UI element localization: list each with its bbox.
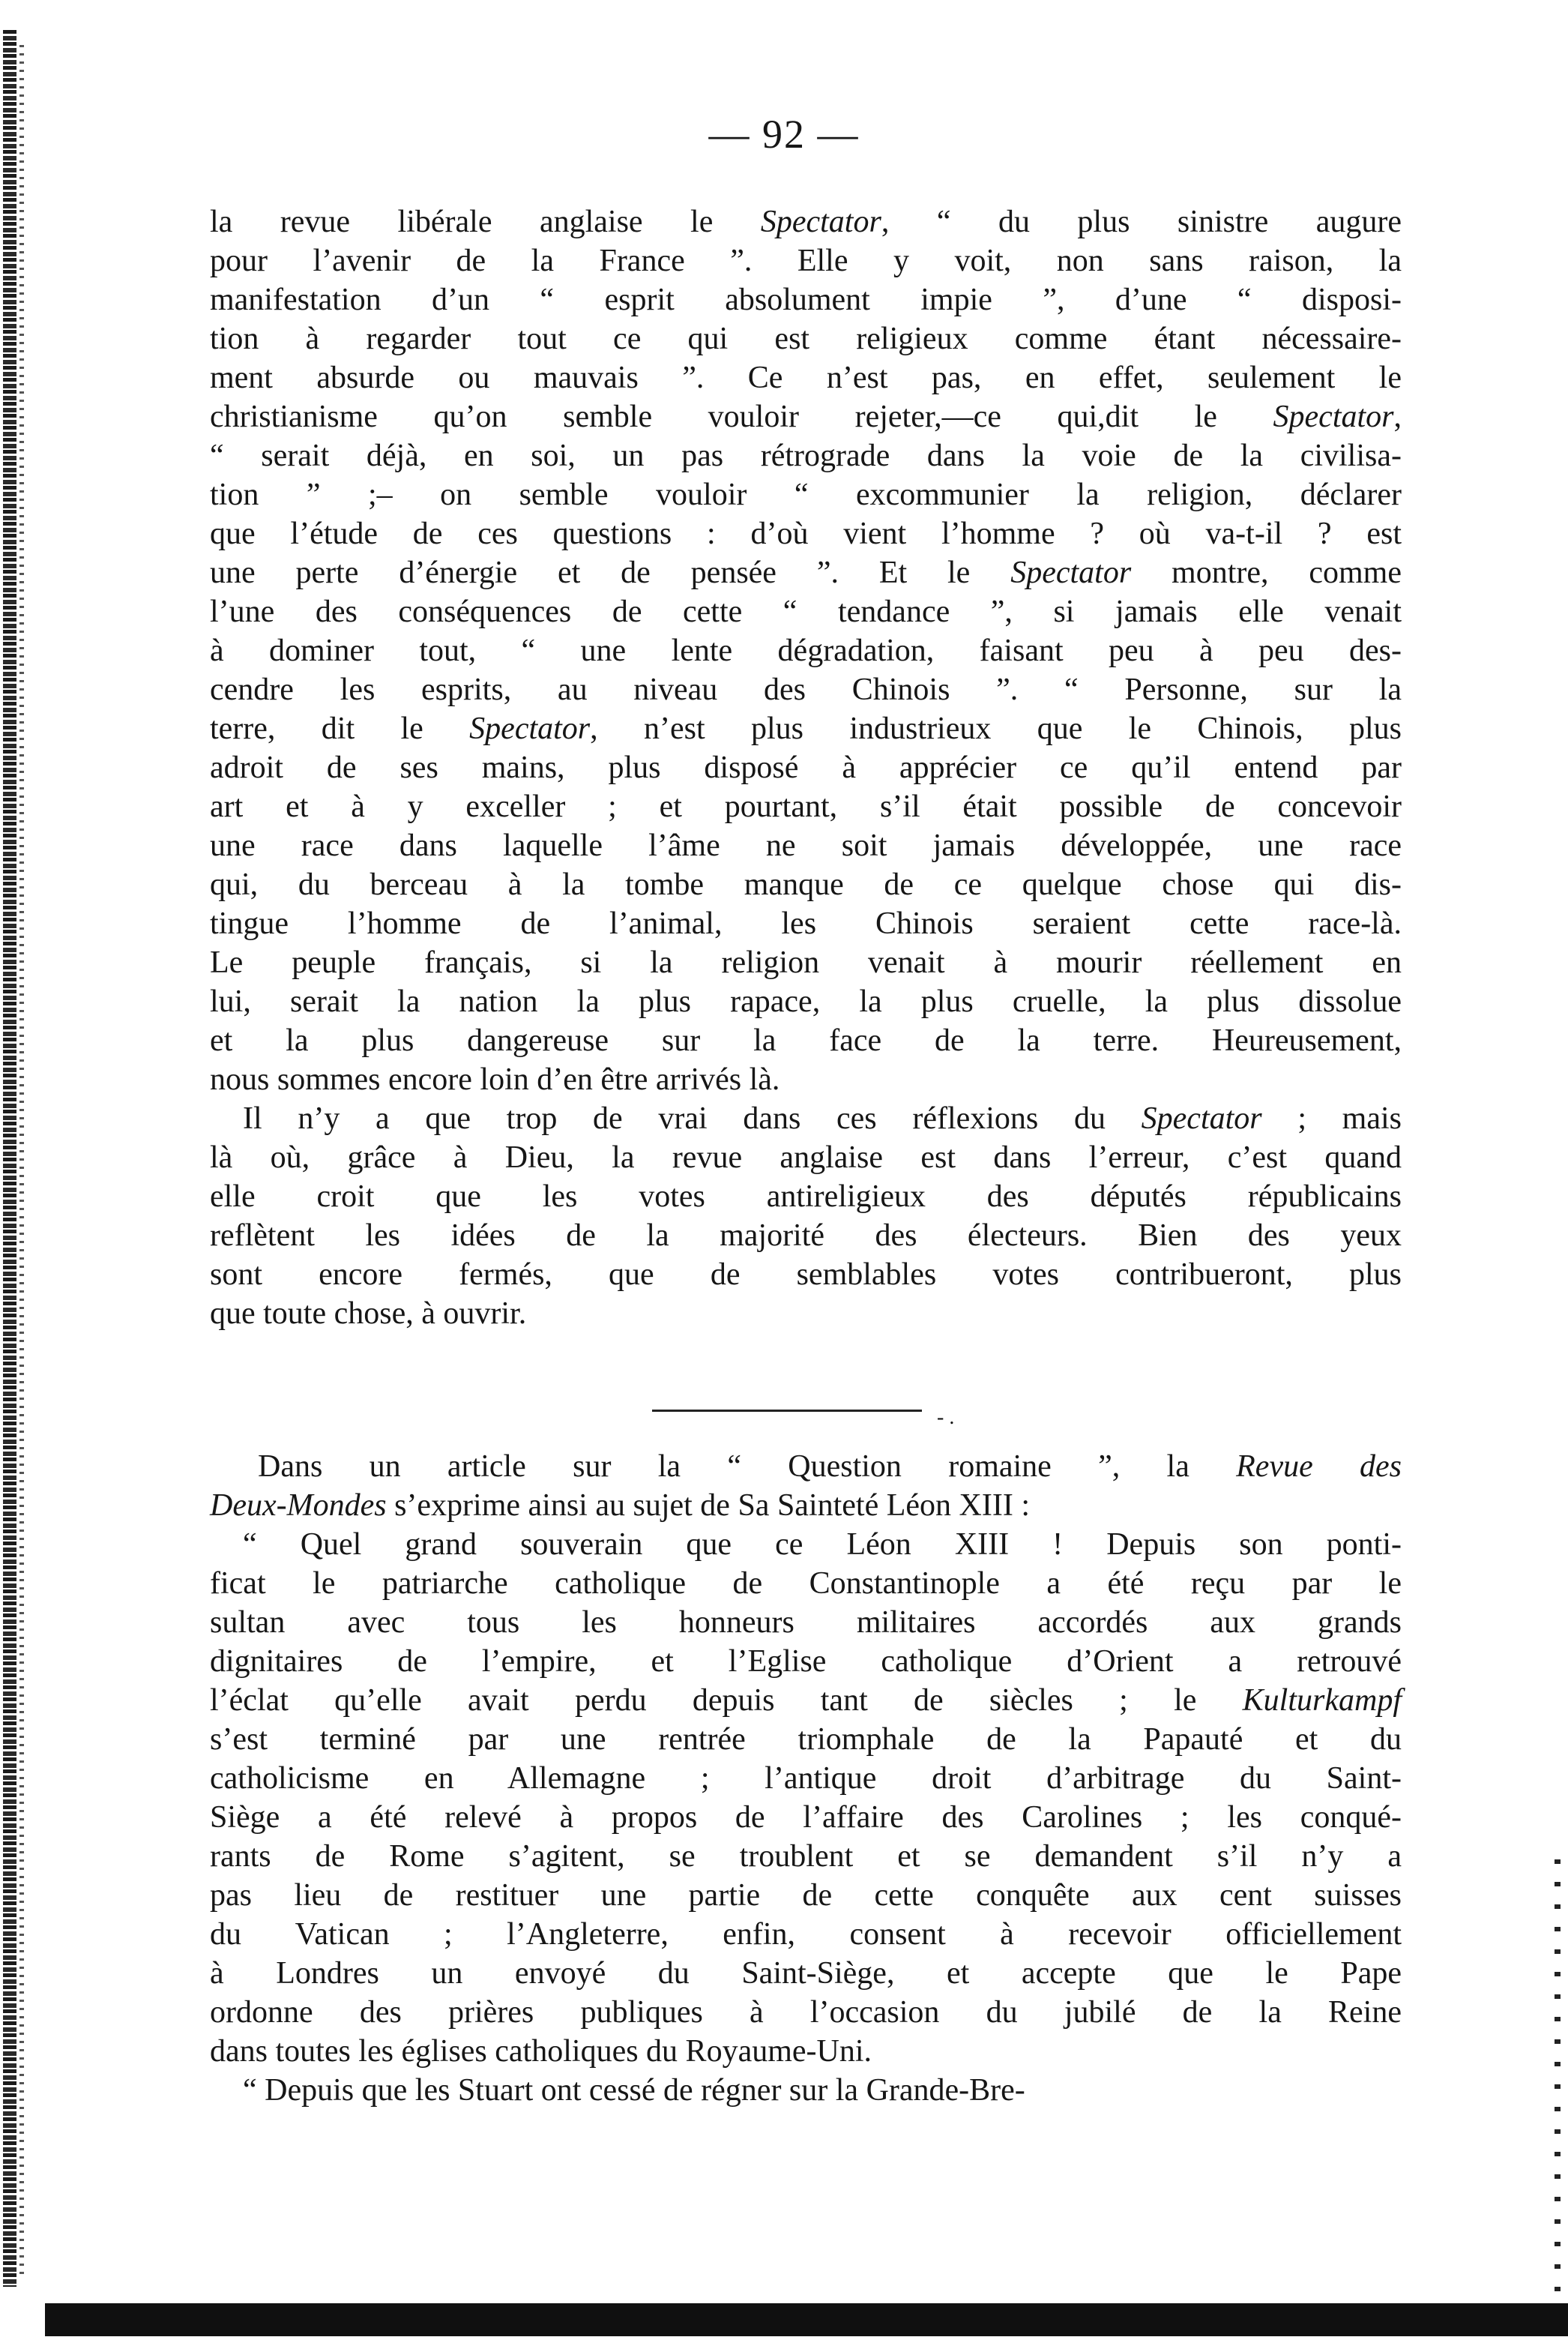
text-line: la revue libérale anglaise le Spectator, “ du plus sinistre augure [210, 205, 1402, 239]
text-line: rants de Rome s’agitent, se troublent et se demandent s’il n’y a [210, 1839, 1402, 1874]
paragraph-spectator [210, 202, 1402, 1099]
text-line: ment absurde ou mauvais ”. Ce n’est pas, en effet, seulement le [210, 361, 1402, 395]
text-line: l’éclat qu’elle avait perdu depuis tant de siècles ; le Kulturkampf [210, 1683, 1402, 1718]
text-line: “ serait déjà, en soi, un pas rétrograde dans la voie de la civilisa- [210, 439, 1402, 473]
text-line: tion à regarder tout ce qui est religieux comme étant nécessaire- [210, 322, 1402, 356]
section-separator [652, 1410, 922, 1412]
text-line: du Vatican ; l’Angleterre, enfin, consent à recevoir officiellement [210, 1917, 1402, 1952]
text-line: “ Quel grand souverain que ce Léon XIII ! Depuis son ponti- [243, 1527, 1402, 1562]
text-line: christianisme qu’on semble vouloir rejeter,—ce qui,dit le Spectator, [210, 400, 1402, 434]
text-line: s’est terminé par une rentrée triomphale de la Papauté et du [210, 1722, 1402, 1757]
text-line: ficat le patriarche catholique de Constantinople a été reçu par le [210, 1566, 1402, 1601]
text-line: manifestation d’un “ esprit absolument impie ”, d’une “ disposi- [210, 283, 1402, 317]
text-line: Dans un article sur la “ Question romaine ”, la Revue des [258, 1449, 1402, 1484]
text-line: sont encore fermés, que de semblables votes contribueront, plus [210, 1257, 1402, 1292]
text-line: Le peuple français, si la religion venait à mourir réellement en [210, 945, 1402, 980]
paragraph-leon-quote [210, 1525, 1402, 2071]
scan-left-edge-marks [19, 45, 24, 2279]
text-line: que l’étude de ces questions : d’où vient l’homme ? où va-t-il ? est [210, 517, 1402, 551]
text-line: “ Depuis que les Stuart ont cessé de régner sur la Grande-Bre- [243, 2073, 1025, 2108]
text-line: tion ” ;– on semble vouloir “ excommunier la religion, déclarer [210, 478, 1402, 512]
text-line: dignitaires de l’empire, et l’Eglise catholique d’Orient a retrouvé [210, 1644, 1402, 1679]
text-line: Deux-Mondes s’exprime ainsi au sujet de Sa Sainteté Léon XIII : [210, 1488, 1030, 1523]
separator-dots: - . [937, 1406, 955, 1429]
scan-right-edge-marks [1555, 1859, 1561, 2309]
text-line: à dominer tout, “ une lente dégradation, faisant peu à peu des- [210, 634, 1402, 668]
text-line: une perte d’énergie et de pensée ”. Et le Spectator montre, comme [210, 556, 1402, 590]
text-line: là où, grâce à Dieu, la revue anglaise est dans l’erreur, c’est quand [210, 1140, 1402, 1175]
text-line: cendre les esprits, au niveau des Chinois ”. “ Personne, sur la [210, 673, 1402, 707]
text-line: pas lieu de restituer une partie de cette conquête aux cent suisses [210, 1878, 1402, 1913]
text-line: dans toutes les églises catholiques du Royaume-Uni. [210, 2034, 872, 2069]
text-line: catholicisme en Allemagne ; l’antique droit d’arbitrage du Saint- [210, 1761, 1402, 1796]
text-line: elle croit que les votes antireligieux des députés républicains [210, 1179, 1402, 1214]
text-line: une race dans laquelle l’âme ne soit jamais développée, une race [210, 828, 1402, 863]
scan-bottom-edge [45, 2303, 1568, 2336]
text-line: sultan avec tous les honneurs militaires accordés aux grands [210, 1605, 1402, 1640]
text-line: que toute chose, à ouvrir. [210, 1296, 527, 1331]
text-line: qui, du berceau à la tombe manque de ce quelque chose qui dis- [210, 867, 1402, 902]
text-line: terre, dit le Spectator, n’est plus industrieux que le Chinois, plus [210, 712, 1402, 746]
text-block-lower [210, 1447, 1402, 2110]
paragraph-stuart-quote [210, 2071, 1402, 2110]
page-number: — 92 — [708, 112, 860, 157]
text-line: à Londres un envoyé du Saint-Siège, et accepte que le Pape [210, 1956, 1402, 1991]
text-line: tingue l’homme de l’animal, les Chinois seraient cette race-là. [210, 906, 1402, 941]
text-line: reflètent les idées de la majorité des électeurs. Bien des yeux [210, 1218, 1402, 1253]
text-line: ordonne des prières publiques à l’occasion du jubilé de la Reine [210, 1995, 1402, 2030]
text-line: pour l’avenir de la France ”. Elle y voit, non sans raison, la [210, 244, 1402, 278]
paragraph-revue-intro [210, 1447, 1402, 1525]
text-line: et la plus dangereuse sur la face de la terre. Heureusement, [210, 1023, 1402, 1058]
scan-left-edge [3, 30, 16, 2287]
text-block-upper [210, 202, 1402, 1333]
text-line: nous sommes encore loin d’en être arrivés là. [210, 1062, 780, 1097]
text-line: Siège a été relevé à propos de l’affaire des Carolines ; les conqué- [210, 1800, 1402, 1835]
text-line: l’une des conséquences de cette “ tendance ”, si jamais elle venait [210, 595, 1402, 629]
text-line: art et à y exceller ; et pourtant, s’il était possible de concevoir [210, 789, 1402, 824]
text-line: adroit de ses mains, plus disposé à apprécier ce qu’il entend par [210, 751, 1402, 785]
text-line: Il n’y a que trop de vrai dans ces réflexions du Spectator ; mais [243, 1101, 1402, 1136]
paragraph-reflexions [210, 1099, 1402, 1333]
text-line: lui, serait la nation la plus rapace, la plus cruelle, la plus dissolue [210, 984, 1402, 1019]
